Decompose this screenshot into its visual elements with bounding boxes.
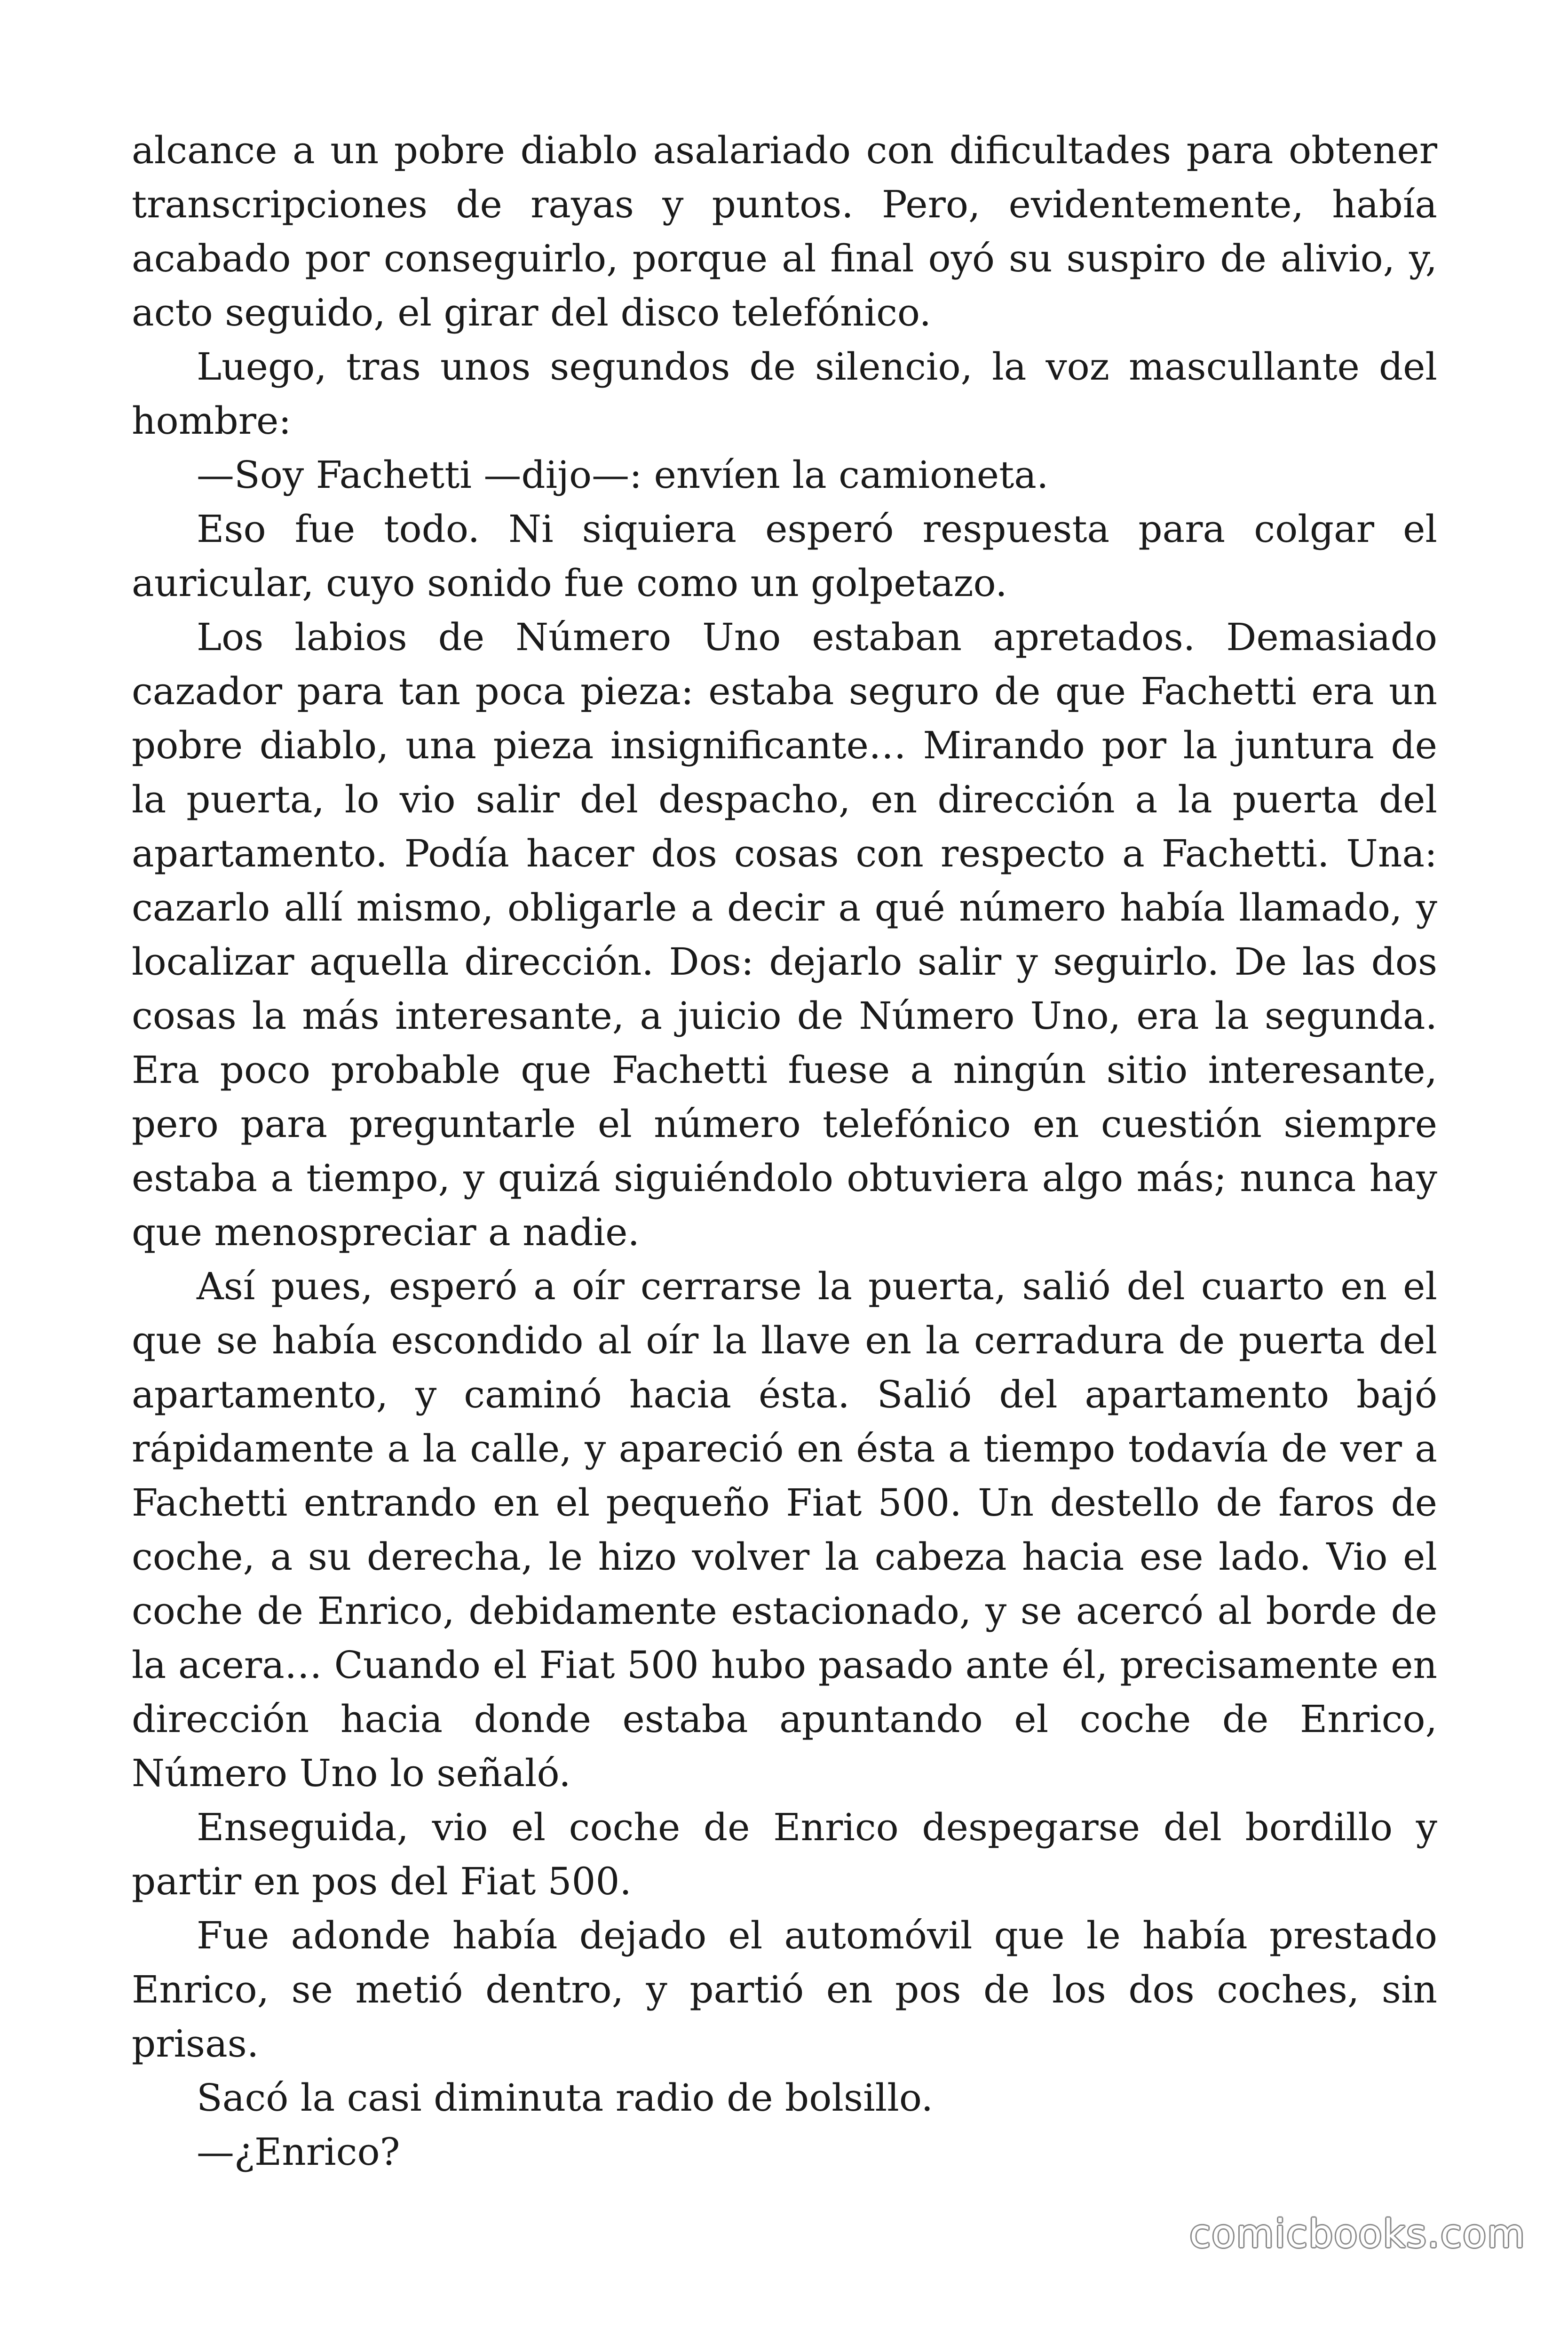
paragraph-7: Enseguida, vio el coche de Enrico despegarse del bordillo y partir en pos del Fiat 500. (132, 1805, 1437, 1903)
watermark: comicbooks.com (1189, 2212, 1526, 2257)
paragraph-2: Luego, tras unos segundos de silencio, la voz mascullante del hombre: (132, 345, 1437, 443)
paragraph-5: Los labios de Número Uno estaban apretados. Demasiado cazador para tan poca pieza: estaba seguro de que Fachetti era un pobre diablo, una pieza insignificante… Mirando por la juntura de la puerta, lo vio salir del despacho, en dirección a la puerta del apartamento. Podía hacer dos cosas con respecto a Fachetti. Una: cazarlo allí mismo, obligarle a decir a qué número había llamado, y localizar aquella dirección. Dos: dejarlo salir y seguirlo. De las dos cosas la más interesante, a juicio de Número Uno, era la segunda. Era poco probable que Fachetti fuese a ningún sitio interesante, pero para preguntarle el número telefónico en cuestión siempre estaba a tiempo, y quizá siguiéndolo obtuviera algo más; nunca hay que menospreciar a nadie. (132, 615, 1437, 1254)
paragraph-1: alcance a un pobre diablo asalariado con dificultades para obtener transcripciones de rayas y puntos. Pero, evidentemente, había acabado por conseguirlo, porque al final oyó su suspiro de alivio, y, acto seguido, el girar del disco telefónico. (132, 128, 1437, 334)
paragraph-10: —¿Enrico? (197, 2130, 400, 2174)
paragraph-9: Sacó la casi diminuta radio de bolsillo. (197, 2076, 934, 2120)
body-text (132, 123, 1437, 2179)
paragraph-8: Fue adonde había dejado el automóvil que le había prestado Enrico, se metió dentro, y partió en pos de los dos coches, sin prisas. (132, 1914, 1437, 2066)
paragraph-3: —Soy Fachetti —dijo—: envíen la camioneta. (197, 453, 1049, 497)
paragraph-6: Así pues, esperó a oír cerrarse la puerta, salió del cuarto en el que se había escondido al oír la llave en la cerradura de puerta del apartamento, y caminó hacia ésta. Salió del apartamento bajó rápidamente a la calle, y apareció en ésta a tiempo todavía de ver a Fachetti entrando en el pequeño Fiat 500. Un destello de faros de coche, a su derecha, le hizo volver la cabeza hacia ese lado. Vio el coche de Enrico, debidamente estacionado, y se acercó al borde de la acera… Cuando el Fiat 500 hubo pasado ante él, precisamente en dirección hacia donde estaba apuntando el coche de Enrico, Número Uno lo señaló. (132, 1264, 1437, 1795)
paragraph-4: Eso fue todo. Ni siquiera esperó respuesta para colgar el auricular, cuyo sonido fue como un golpetazo. (132, 507, 1437, 605)
